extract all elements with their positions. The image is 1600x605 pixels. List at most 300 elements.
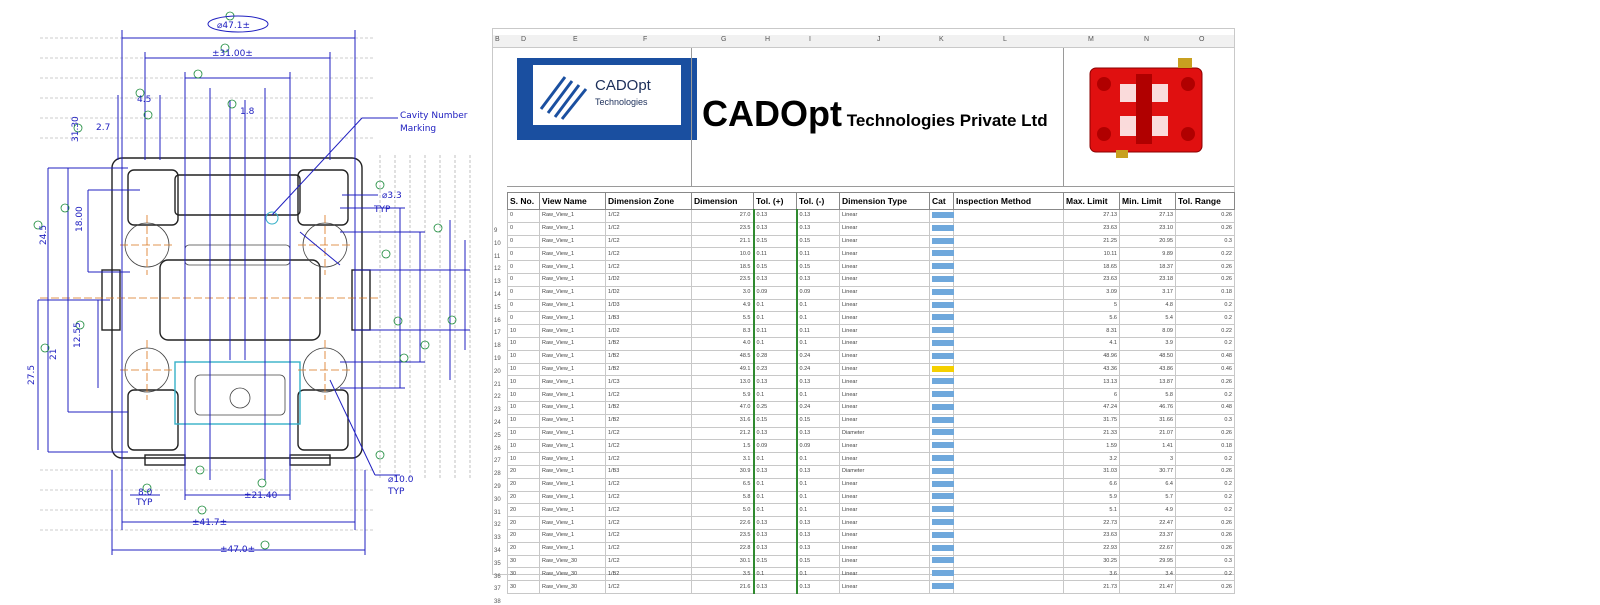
table-cell[interactable]: 23.63 xyxy=(1064,529,1120,542)
table-cell[interactable] xyxy=(954,325,1064,338)
table-cell[interactable]: 6.4 xyxy=(1120,478,1176,491)
table-cell[interactable]: 0.2 xyxy=(1176,568,1235,581)
row-number[interactable]: 34 xyxy=(494,548,501,554)
table-cell[interactable]: 1/C2 xyxy=(606,210,692,223)
table-cell[interactable]: 21.2 xyxy=(692,427,754,440)
table-cell[interactable]: Linear xyxy=(840,363,930,376)
table-cell[interactable]: Raw_View_1 xyxy=(540,325,606,338)
table-cell[interactable] xyxy=(930,350,954,363)
table-cell[interactable]: 0.09 xyxy=(754,440,797,453)
table-cell[interactable]: 0.13 xyxy=(797,581,840,594)
table-cell[interactable]: 0 xyxy=(508,235,540,248)
table-cell[interactable]: Linear xyxy=(840,235,930,248)
table-cell[interactable]: 47.0 xyxy=(692,401,754,414)
table-cell[interactable]: 23.5 xyxy=(692,222,754,235)
table-cell[interactable]: 6.6 xyxy=(1064,478,1120,491)
table-cell[interactable]: 0.46 xyxy=(1176,363,1235,376)
table-cell[interactable]: Raw_View_1 xyxy=(540,337,606,350)
table-cell[interactable]: 30 xyxy=(508,581,540,594)
table-cell[interactable]: 10 xyxy=(508,376,540,389)
table-cell[interactable]: 5 xyxy=(1064,299,1120,312)
table-cell[interactable]: 0.13 xyxy=(754,465,797,478)
table-cell[interactable]: 0 xyxy=(508,248,540,261)
table-cell[interactable]: 0.1 xyxy=(754,337,797,350)
table-cell[interactable] xyxy=(930,312,954,325)
table-cell[interactable]: 0.13 xyxy=(754,273,797,286)
table-cell[interactable]: 18.5 xyxy=(692,261,754,274)
table-cell[interactable]: 5.0 xyxy=(692,504,754,517)
table-cell[interactable]: 10 xyxy=(508,337,540,350)
column-header[interactable]: Max. Limit xyxy=(1064,193,1120,210)
table-cell[interactable]: 20 xyxy=(508,504,540,517)
table-cell[interactable]: 0.26 xyxy=(1176,273,1235,286)
table-cell[interactable]: 5.4 xyxy=(1120,312,1176,325)
table-cell[interactable]: Linear xyxy=(840,414,930,427)
row-number[interactable]: 38 xyxy=(494,599,501,605)
table-cell[interactable]: Linear xyxy=(840,261,930,274)
table-cell[interactable]: 1/B2 xyxy=(606,350,692,363)
table-cell[interactable]: 0.1 xyxy=(754,491,797,504)
table-cell[interactable] xyxy=(954,453,1064,466)
table-cell[interactable]: 30.77 xyxy=(1120,465,1176,478)
table-cell[interactable] xyxy=(930,337,954,350)
table-cell[interactable]: 0.1 xyxy=(797,337,840,350)
table-cell[interactable]: 0.1 xyxy=(754,312,797,325)
table-cell[interactable]: 1/B2 xyxy=(606,568,692,581)
table-cell[interactable]: 10 xyxy=(508,389,540,402)
table-cell[interactable]: 0.15 xyxy=(797,261,840,274)
table-cell[interactable] xyxy=(930,325,954,338)
table-cell[interactable]: 27.13 xyxy=(1064,210,1120,223)
table-cell[interactable]: 22.47 xyxy=(1120,517,1176,530)
table-cell[interactable]: 0 xyxy=(508,299,540,312)
table-cell[interactable]: 5.1 xyxy=(1064,504,1120,517)
table-cell[interactable]: 0 xyxy=(508,286,540,299)
table-cell[interactable]: Linear xyxy=(840,453,930,466)
table-cell[interactable]: Raw_View_1 xyxy=(540,273,606,286)
table-cell[interactable]: 3.0 xyxy=(692,286,754,299)
table-cell[interactable]: Linear xyxy=(840,337,930,350)
table-cell[interactable]: Raw_View_30 xyxy=(540,555,606,568)
table-cell[interactable]: 1.41 xyxy=(1120,440,1176,453)
table-cell[interactable]: 0.13 xyxy=(754,581,797,594)
table-cell[interactable]: 0.13 xyxy=(754,427,797,440)
table-cell[interactable]: Raw_View_1 xyxy=(540,491,606,504)
row-number[interactable]: 10 xyxy=(494,240,501,247)
table-cell[interactable]: 9.89 xyxy=(1120,248,1176,261)
table-cell[interactable]: 1/C2 xyxy=(606,427,692,440)
table-cell[interactable]: Raw_View_1 xyxy=(540,427,606,440)
table-cell[interactable]: Linear xyxy=(840,299,930,312)
table-cell[interactable]: 0.15 xyxy=(754,555,797,568)
table-cell[interactable]: 48.50 xyxy=(1120,350,1176,363)
column-letter[interactable]: K xyxy=(939,36,944,43)
table-cell[interactable]: Linear xyxy=(840,350,930,363)
table-cell[interactable] xyxy=(954,248,1064,261)
table-cell[interactable]: 0.2 xyxy=(1176,299,1235,312)
table-cell[interactable]: 1/D2 xyxy=(606,325,692,338)
table-cell[interactable]: 22.8 xyxy=(692,542,754,555)
table-cell[interactable]: Raw_View_1 xyxy=(540,453,606,466)
column-header[interactable]: Inspection Method xyxy=(954,193,1064,210)
table-cell[interactable] xyxy=(930,414,954,427)
table-cell[interactable]: 1/C2 xyxy=(606,542,692,555)
column-header[interactable]: Tol. (+) xyxy=(754,193,797,210)
row-number[interactable]: 9 xyxy=(494,228,498,234)
table-cell[interactable]: 4.0 xyxy=(692,337,754,350)
table-cell[interactable]: Linear xyxy=(840,555,930,568)
table-cell[interactable]: 0.25 xyxy=(754,401,797,414)
table-cell[interactable] xyxy=(954,299,1064,312)
table-cell[interactable]: Linear xyxy=(840,491,930,504)
table-cell[interactable]: 21.25 xyxy=(1064,235,1120,248)
table-cell[interactable]: Raw_View_1 xyxy=(540,312,606,325)
table-cell[interactable]: 20.95 xyxy=(1120,235,1176,248)
table-cell[interactable]: 10.11 xyxy=(1064,248,1120,261)
table-cell[interactable]: 1/C2 xyxy=(606,261,692,274)
table-cell[interactable]: 0.1 xyxy=(797,312,840,325)
table-cell[interactable]: 0.11 xyxy=(754,325,797,338)
table-cell[interactable]: 1/D3 xyxy=(606,299,692,312)
table-cell[interactable]: 0.26 xyxy=(1176,529,1235,542)
table-cell[interactable]: 23.5 xyxy=(692,273,754,286)
column-letter[interactable]: N xyxy=(1144,36,1150,43)
table-cell[interactable]: 20 xyxy=(508,465,540,478)
table-cell[interactable]: 0.3 xyxy=(1176,555,1235,568)
table-cell[interactable]: 0.1 xyxy=(754,568,797,581)
table-cell[interactable]: 1/C2 xyxy=(606,517,692,530)
table-cell[interactable]: 0.09 xyxy=(797,440,840,453)
table-cell[interactable]: Raw_View_1 xyxy=(540,440,606,453)
row-number[interactable]: 31 xyxy=(494,509,501,516)
table-cell[interactable] xyxy=(930,286,954,299)
row-number[interactable]: 37 xyxy=(494,586,501,593)
table-cell[interactable] xyxy=(954,517,1064,530)
table-cell[interactable] xyxy=(954,414,1064,427)
table-cell[interactable]: 1/D2 xyxy=(606,286,692,299)
table-cell[interactable]: 1/C2 xyxy=(606,389,692,402)
table-cell[interactable]: Linear xyxy=(840,389,930,402)
table-cell[interactable]: 3.9 xyxy=(1120,337,1176,350)
table-cell[interactable]: 10 xyxy=(508,414,540,427)
table-cell[interactable]: Raw_View_1 xyxy=(540,286,606,299)
table-cell[interactable]: 10 xyxy=(508,427,540,440)
table-cell[interactable]: Linear xyxy=(840,504,930,517)
table-cell[interactable]: 0.15 xyxy=(797,235,840,248)
table-cell[interactable]: 0.13 xyxy=(797,210,840,223)
table-cell[interactable]: 22.67 xyxy=(1120,542,1176,555)
table-cell[interactable] xyxy=(930,401,954,414)
table-cell[interactable]: 10 xyxy=(508,401,540,414)
table-cell[interactable]: 23.10 xyxy=(1120,222,1176,235)
table-cell[interactable]: 21.33 xyxy=(1064,427,1120,440)
row-number[interactable]: 18 xyxy=(494,343,501,350)
column-header[interactable]: Tol. Range xyxy=(1176,193,1235,210)
column-letter[interactable]: E xyxy=(573,36,578,43)
table-cell[interactable] xyxy=(954,568,1064,581)
table-cell[interactable]: 21.47 xyxy=(1120,581,1176,594)
row-number[interactable]: 25 xyxy=(494,432,501,439)
table-cell[interactable]: 0.15 xyxy=(754,414,797,427)
table-cell[interactable]: Linear xyxy=(840,581,930,594)
table-cell[interactable]: 3.6 xyxy=(1064,568,1120,581)
table-cell[interactable]: Linear xyxy=(840,222,930,235)
table-cell[interactable] xyxy=(930,555,954,568)
table-cell[interactable]: Linear xyxy=(840,248,930,261)
table-cell[interactable]: 31.75 xyxy=(1064,414,1120,427)
table-cell[interactable]: 31.6 xyxy=(692,414,754,427)
table-cell[interactable]: 22.6 xyxy=(692,517,754,530)
row-number[interactable]: 32 xyxy=(494,522,501,529)
table-cell[interactable]: Linear xyxy=(840,529,930,542)
table-cell[interactable]: 0.1 xyxy=(754,478,797,491)
table-cell[interactable]: 0.13 xyxy=(797,517,840,530)
table-cell[interactable] xyxy=(930,581,954,594)
table-cell[interactable]: 0.1 xyxy=(754,504,797,517)
table-cell[interactable]: Raw_View_1 xyxy=(540,389,606,402)
table-cell[interactable]: 0.26 xyxy=(1176,542,1235,555)
table-cell[interactable]: Linear xyxy=(840,478,930,491)
row-number[interactable]: 16 xyxy=(494,317,501,324)
table-cell[interactable]: 1/B3 xyxy=(606,465,692,478)
table-cell[interactable]: 0.2 xyxy=(1176,389,1235,402)
table-cell[interactable]: 22.73 xyxy=(1064,517,1120,530)
table-cell[interactable]: 30.25 xyxy=(1064,555,1120,568)
row-number[interactable]: 20 xyxy=(494,368,501,375)
table-cell[interactable]: 4.9 xyxy=(692,299,754,312)
table-cell[interactable]: 5.9 xyxy=(692,389,754,402)
table-cell[interactable]: 1/C3 xyxy=(606,376,692,389)
table-cell[interactable]: Diameter xyxy=(840,465,930,478)
table-cell[interactable]: 0.1 xyxy=(797,389,840,402)
table-cell[interactable]: 1/C2 xyxy=(606,555,692,568)
table-cell[interactable]: 0.11 xyxy=(797,248,840,261)
table-cell[interactable]: 0.2 xyxy=(1176,312,1235,325)
table-cell[interactable] xyxy=(930,453,954,466)
table-cell[interactable] xyxy=(930,273,954,286)
table-cell[interactable]: 0.2 xyxy=(1176,491,1235,504)
column-header[interactable]: Dimension xyxy=(692,193,754,210)
table-cell[interactable]: Linear xyxy=(840,312,930,325)
table-cell[interactable]: 49.1 xyxy=(692,363,754,376)
row-number[interactable]: 29 xyxy=(494,484,501,490)
table-cell[interactable]: Raw_View_1 xyxy=(540,261,606,274)
table-cell[interactable]: 0.18 xyxy=(1176,440,1235,453)
table-cell[interactable]: Raw_View_30 xyxy=(540,568,606,581)
table-cell[interactable] xyxy=(954,440,1064,453)
table-cell[interactable]: 0.13 xyxy=(797,222,840,235)
table-cell[interactable]: 8.3 xyxy=(692,325,754,338)
table-cell[interactable]: 27.0 xyxy=(692,210,754,223)
column-letter[interactable]: J xyxy=(877,36,881,43)
table-cell[interactable]: 10 xyxy=(508,453,540,466)
row-number[interactable]: 24 xyxy=(494,420,501,426)
table-cell[interactable] xyxy=(954,465,1064,478)
table-cell[interactable]: 43.86 xyxy=(1120,363,1176,376)
table-cell[interactable]: 3 xyxy=(1120,453,1176,466)
table-cell[interactable]: 0.18 xyxy=(1176,286,1235,299)
table-cell[interactable]: 20 xyxy=(508,517,540,530)
table-cell[interactable] xyxy=(930,504,954,517)
table-cell[interactable]: 3.5 xyxy=(692,568,754,581)
table-cell[interactable]: 10 xyxy=(508,440,540,453)
row-number[interactable]: 21 xyxy=(494,381,501,388)
table-cell[interactable] xyxy=(954,504,1064,517)
table-cell[interactable]: 0.24 xyxy=(797,401,840,414)
table-cell[interactable] xyxy=(954,337,1064,350)
table-cell[interactable]: Raw_View_1 xyxy=(540,414,606,427)
table-cell[interactable]: 0.13 xyxy=(797,465,840,478)
table-cell[interactable] xyxy=(930,568,954,581)
table-cell[interactable]: 22.93 xyxy=(1064,542,1120,555)
table-cell[interactable]: 6.5 xyxy=(692,478,754,491)
table-cell[interactable]: 0.1 xyxy=(797,491,840,504)
table-cell[interactable]: 18.65 xyxy=(1064,261,1120,274)
table-cell[interactable]: 0.13 xyxy=(754,222,797,235)
table-cell[interactable]: 31.66 xyxy=(1120,414,1176,427)
table-cell[interactable] xyxy=(930,491,954,504)
table-cell[interactable]: Raw_View_1 xyxy=(540,222,606,235)
table-cell[interactable]: Linear xyxy=(840,568,930,581)
table-cell[interactable]: Linear xyxy=(840,325,930,338)
table-cell[interactable]: 20 xyxy=(508,542,540,555)
table-cell[interactable]: 0.2 xyxy=(1176,337,1235,350)
table-cell[interactable]: Raw_View_1 xyxy=(540,529,606,542)
table-cell[interactable]: 18.37 xyxy=(1120,261,1176,274)
table-cell[interactable]: 20 xyxy=(508,529,540,542)
table-cell[interactable]: 0.26 xyxy=(1176,210,1235,223)
table-cell[interactable] xyxy=(930,542,954,555)
table-cell[interactable]: Linear xyxy=(840,210,930,223)
table-cell[interactable]: Raw_View_1 xyxy=(540,363,606,376)
table-cell[interactable] xyxy=(930,210,954,223)
table-cell[interactable]: 0.13 xyxy=(754,376,797,389)
table-cell[interactable]: 1/B2 xyxy=(606,363,692,376)
table-cell[interactable]: Raw_View_1 xyxy=(540,504,606,517)
table-cell[interactable]: 1/D2 xyxy=(606,273,692,286)
table-cell[interactable]: 8.31 xyxy=(1064,325,1120,338)
table-cell[interactable]: 3.1 xyxy=(692,453,754,466)
table-cell[interactable] xyxy=(930,478,954,491)
table-cell[interactable]: Linear xyxy=(840,273,930,286)
table-cell[interactable]: 46.76 xyxy=(1120,401,1176,414)
table-cell[interactable]: 13.0 xyxy=(692,376,754,389)
table-cell[interactable]: 10 xyxy=(508,350,540,363)
column-letter[interactable]: F xyxy=(643,36,648,43)
table-cell[interactable]: 0.26 xyxy=(1176,261,1235,274)
table-cell[interactable] xyxy=(954,555,1064,568)
row-number[interactable]: 36 xyxy=(494,573,501,580)
table-cell[interactable]: 21.6 xyxy=(692,581,754,594)
table-cell[interactable] xyxy=(930,440,954,453)
table-cell[interactable]: 0.1 xyxy=(797,568,840,581)
table-cell[interactable]: 0.24 xyxy=(797,363,840,376)
table-cell[interactable]: 0.13 xyxy=(754,542,797,555)
table-cell[interactable] xyxy=(954,210,1064,223)
row-number[interactable]: 33 xyxy=(494,535,501,542)
table-cell[interactable]: 30 xyxy=(508,555,540,568)
table-cell[interactable]: 0.24 xyxy=(797,350,840,363)
table-cell[interactable] xyxy=(954,235,1064,248)
row-number[interactable]: 35 xyxy=(494,560,501,567)
table-cell[interactable]: 0.26 xyxy=(1176,376,1235,389)
table-cell[interactable]: 47.24 xyxy=(1064,401,1120,414)
table-cell[interactable]: 20 xyxy=(508,478,540,491)
table-cell[interactable] xyxy=(930,376,954,389)
table-cell[interactable] xyxy=(930,389,954,402)
table-cell[interactable]: 23.18 xyxy=(1120,273,1176,286)
table-cell[interactable]: 0.23 xyxy=(754,363,797,376)
row-number[interactable]: 26 xyxy=(494,445,501,452)
column-header[interactable]: View Name xyxy=(540,193,606,210)
table-cell[interactable]: 0.15 xyxy=(754,261,797,274)
table-cell[interactable]: Raw_View_1 xyxy=(540,210,606,223)
table-cell[interactable]: 29.95 xyxy=(1120,555,1176,568)
table-cell[interactable]: 0.15 xyxy=(797,414,840,427)
table-cell[interactable]: 0.13 xyxy=(797,376,840,389)
table-cell[interactable]: 1/C2 xyxy=(606,222,692,235)
table-cell[interactable]: 1/B2 xyxy=(606,414,692,427)
table-cell[interactable] xyxy=(930,248,954,261)
table-cell[interactable]: 0.22 xyxy=(1176,325,1235,338)
table-cell[interactable] xyxy=(930,363,954,376)
table-cell[interactable] xyxy=(930,261,954,274)
table-cell[interactable]: 5.7 xyxy=(1120,491,1176,504)
table-cell[interactable]: 13.87 xyxy=(1120,376,1176,389)
table-cell[interactable]: 21.73 xyxy=(1064,581,1120,594)
table-cell[interactable]: 1/C2 xyxy=(606,478,692,491)
table-cell[interactable]: 5.5 xyxy=(692,312,754,325)
table-cell[interactable]: 27.13 xyxy=(1120,210,1176,223)
table-cell[interactable]: 4.1 xyxy=(1064,337,1120,350)
table-cell[interactable]: 23.5 xyxy=(692,529,754,542)
table-cell[interactable]: 0.26 xyxy=(1176,517,1235,530)
table-cell[interactable]: 0.11 xyxy=(754,248,797,261)
table-cell[interactable]: 0.13 xyxy=(797,427,840,440)
column-letter[interactable]: G xyxy=(721,36,727,43)
table-cell[interactable]: 5.9 xyxy=(1064,491,1120,504)
table-cell[interactable]: 1/B2 xyxy=(606,337,692,350)
table-cell[interactable]: 1/C2 xyxy=(606,440,692,453)
row-number[interactable]: 27 xyxy=(494,458,501,465)
table-cell[interactable]: 1/B2 xyxy=(606,401,692,414)
table-cell[interactable]: 1/C2 xyxy=(606,529,692,542)
table-cell[interactable]: Raw_View_1 xyxy=(540,299,606,312)
table-cell[interactable] xyxy=(954,401,1064,414)
table-cell[interactable]: 0.15 xyxy=(797,555,840,568)
table-cell[interactable]: 20 xyxy=(508,491,540,504)
table-cell[interactable]: 0.3 xyxy=(1176,235,1235,248)
table-cell[interactable]: 0.13 xyxy=(797,542,840,555)
table-cell[interactable] xyxy=(930,222,954,235)
table-cell[interactable]: 0.48 xyxy=(1176,401,1235,414)
table-cell[interactable] xyxy=(954,273,1064,286)
table-cell[interactable]: 0.1 xyxy=(797,504,840,517)
table-cell[interactable]: 3.17 xyxy=(1120,286,1176,299)
table-cell[interactable] xyxy=(954,542,1064,555)
table-cell[interactable]: 10 xyxy=(508,363,540,376)
table-cell[interactable]: 0 xyxy=(508,222,540,235)
table-cell[interactable]: 0.15 xyxy=(754,235,797,248)
table-cell[interactable] xyxy=(954,363,1064,376)
table-cell[interactable]: 43.36 xyxy=(1064,363,1120,376)
table-cell[interactable]: 4.8 xyxy=(1120,299,1176,312)
table-cell[interactable]: Linear xyxy=(840,376,930,389)
table-cell[interactable]: 0.1 xyxy=(754,299,797,312)
column-header[interactable]: Cat xyxy=(930,193,954,210)
table-cell[interactable]: 0.09 xyxy=(797,286,840,299)
table-cell[interactable]: 0.13 xyxy=(754,210,797,223)
